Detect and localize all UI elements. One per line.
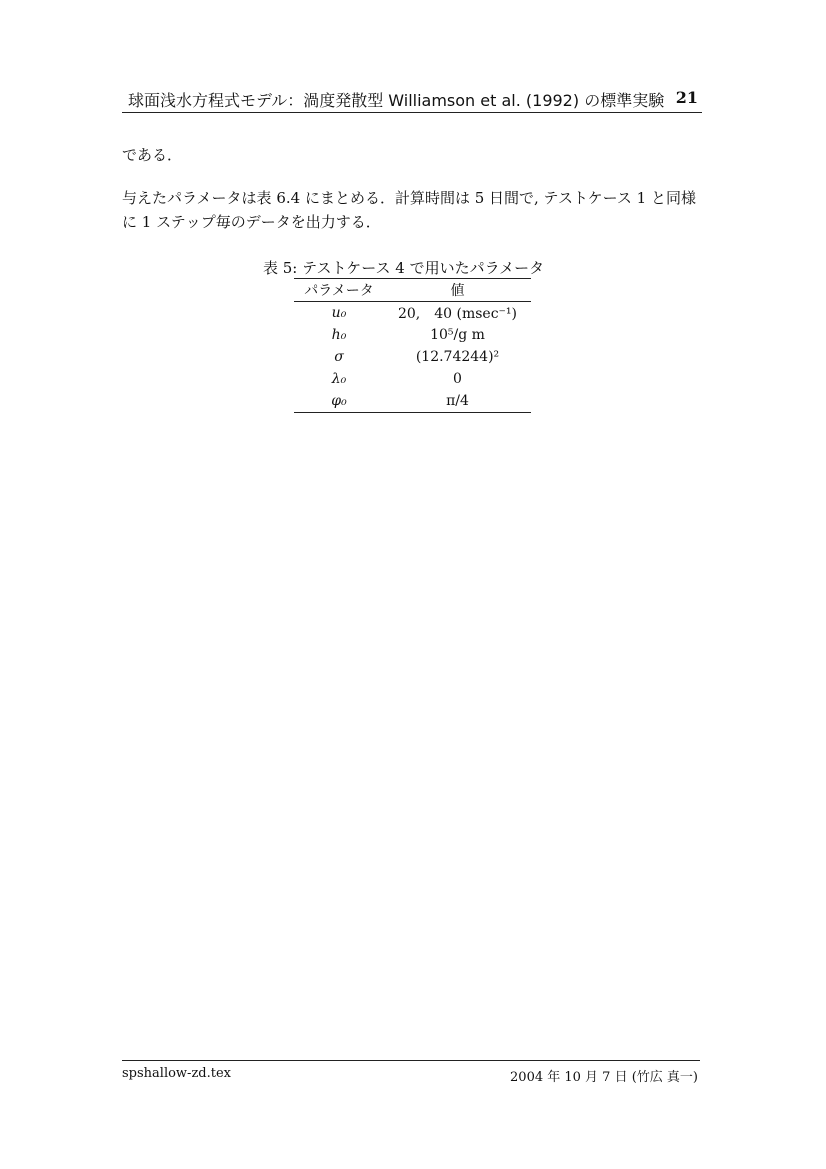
column-header-value: 値 bbox=[450, 283, 465, 299]
paragraph-2: 与えたパラメータは表 6.4 にまとめる．計算時間は 5 日間で, テストケース 1 と同様に 1 ステップ毎のデータを出力する． bbox=[122, 189, 696, 231]
param-symbol: h₀ bbox=[331, 327, 347, 343]
param-symbol: u₀ bbox=[331, 305, 347, 321]
paragraph-1: である． bbox=[122, 146, 183, 164]
param-value: 0 bbox=[453, 371, 462, 387]
footer-date-author: 2004 年 10 月 7 日 (竹広 真一) bbox=[510, 1070, 698, 1085]
param-value: (12.74244)² bbox=[415, 349, 500, 365]
param-symbol: λ₀ bbox=[331, 371, 347, 387]
parameter-table bbox=[294, 278, 531, 413]
table-header-row bbox=[294, 279, 531, 302]
page-header bbox=[122, 86, 702, 113]
table-row bbox=[294, 324, 531, 346]
param-value: 10⁵/g m bbox=[430, 327, 485, 343]
param-value: π/4 bbox=[446, 393, 469, 409]
param-value: 20, 40 (msec⁻¹) bbox=[397, 306, 518, 322]
param-symbol: σ bbox=[334, 349, 344, 365]
header-title: 球面浅水方程式モデル：渦度発散型 Williamson et al. (1992) の標準実験 bbox=[128, 91, 665, 110]
table-row bbox=[294, 346, 531, 368]
table-caption: 表 5: テストケース 4 で用いたパラメータ bbox=[263, 259, 545, 277]
footer-filename: spshallow-zd.tex bbox=[122, 1066, 232, 1081]
page-footer bbox=[122, 1060, 700, 1085]
table-row bbox=[294, 368, 531, 390]
page-number: 21 bbox=[675, 88, 698, 107]
table-row bbox=[294, 390, 531, 413]
column-header-parameter: パラメータ bbox=[304, 283, 374, 299]
table-row bbox=[294, 302, 531, 325]
param-symbol: φ₀ bbox=[331, 393, 347, 409]
